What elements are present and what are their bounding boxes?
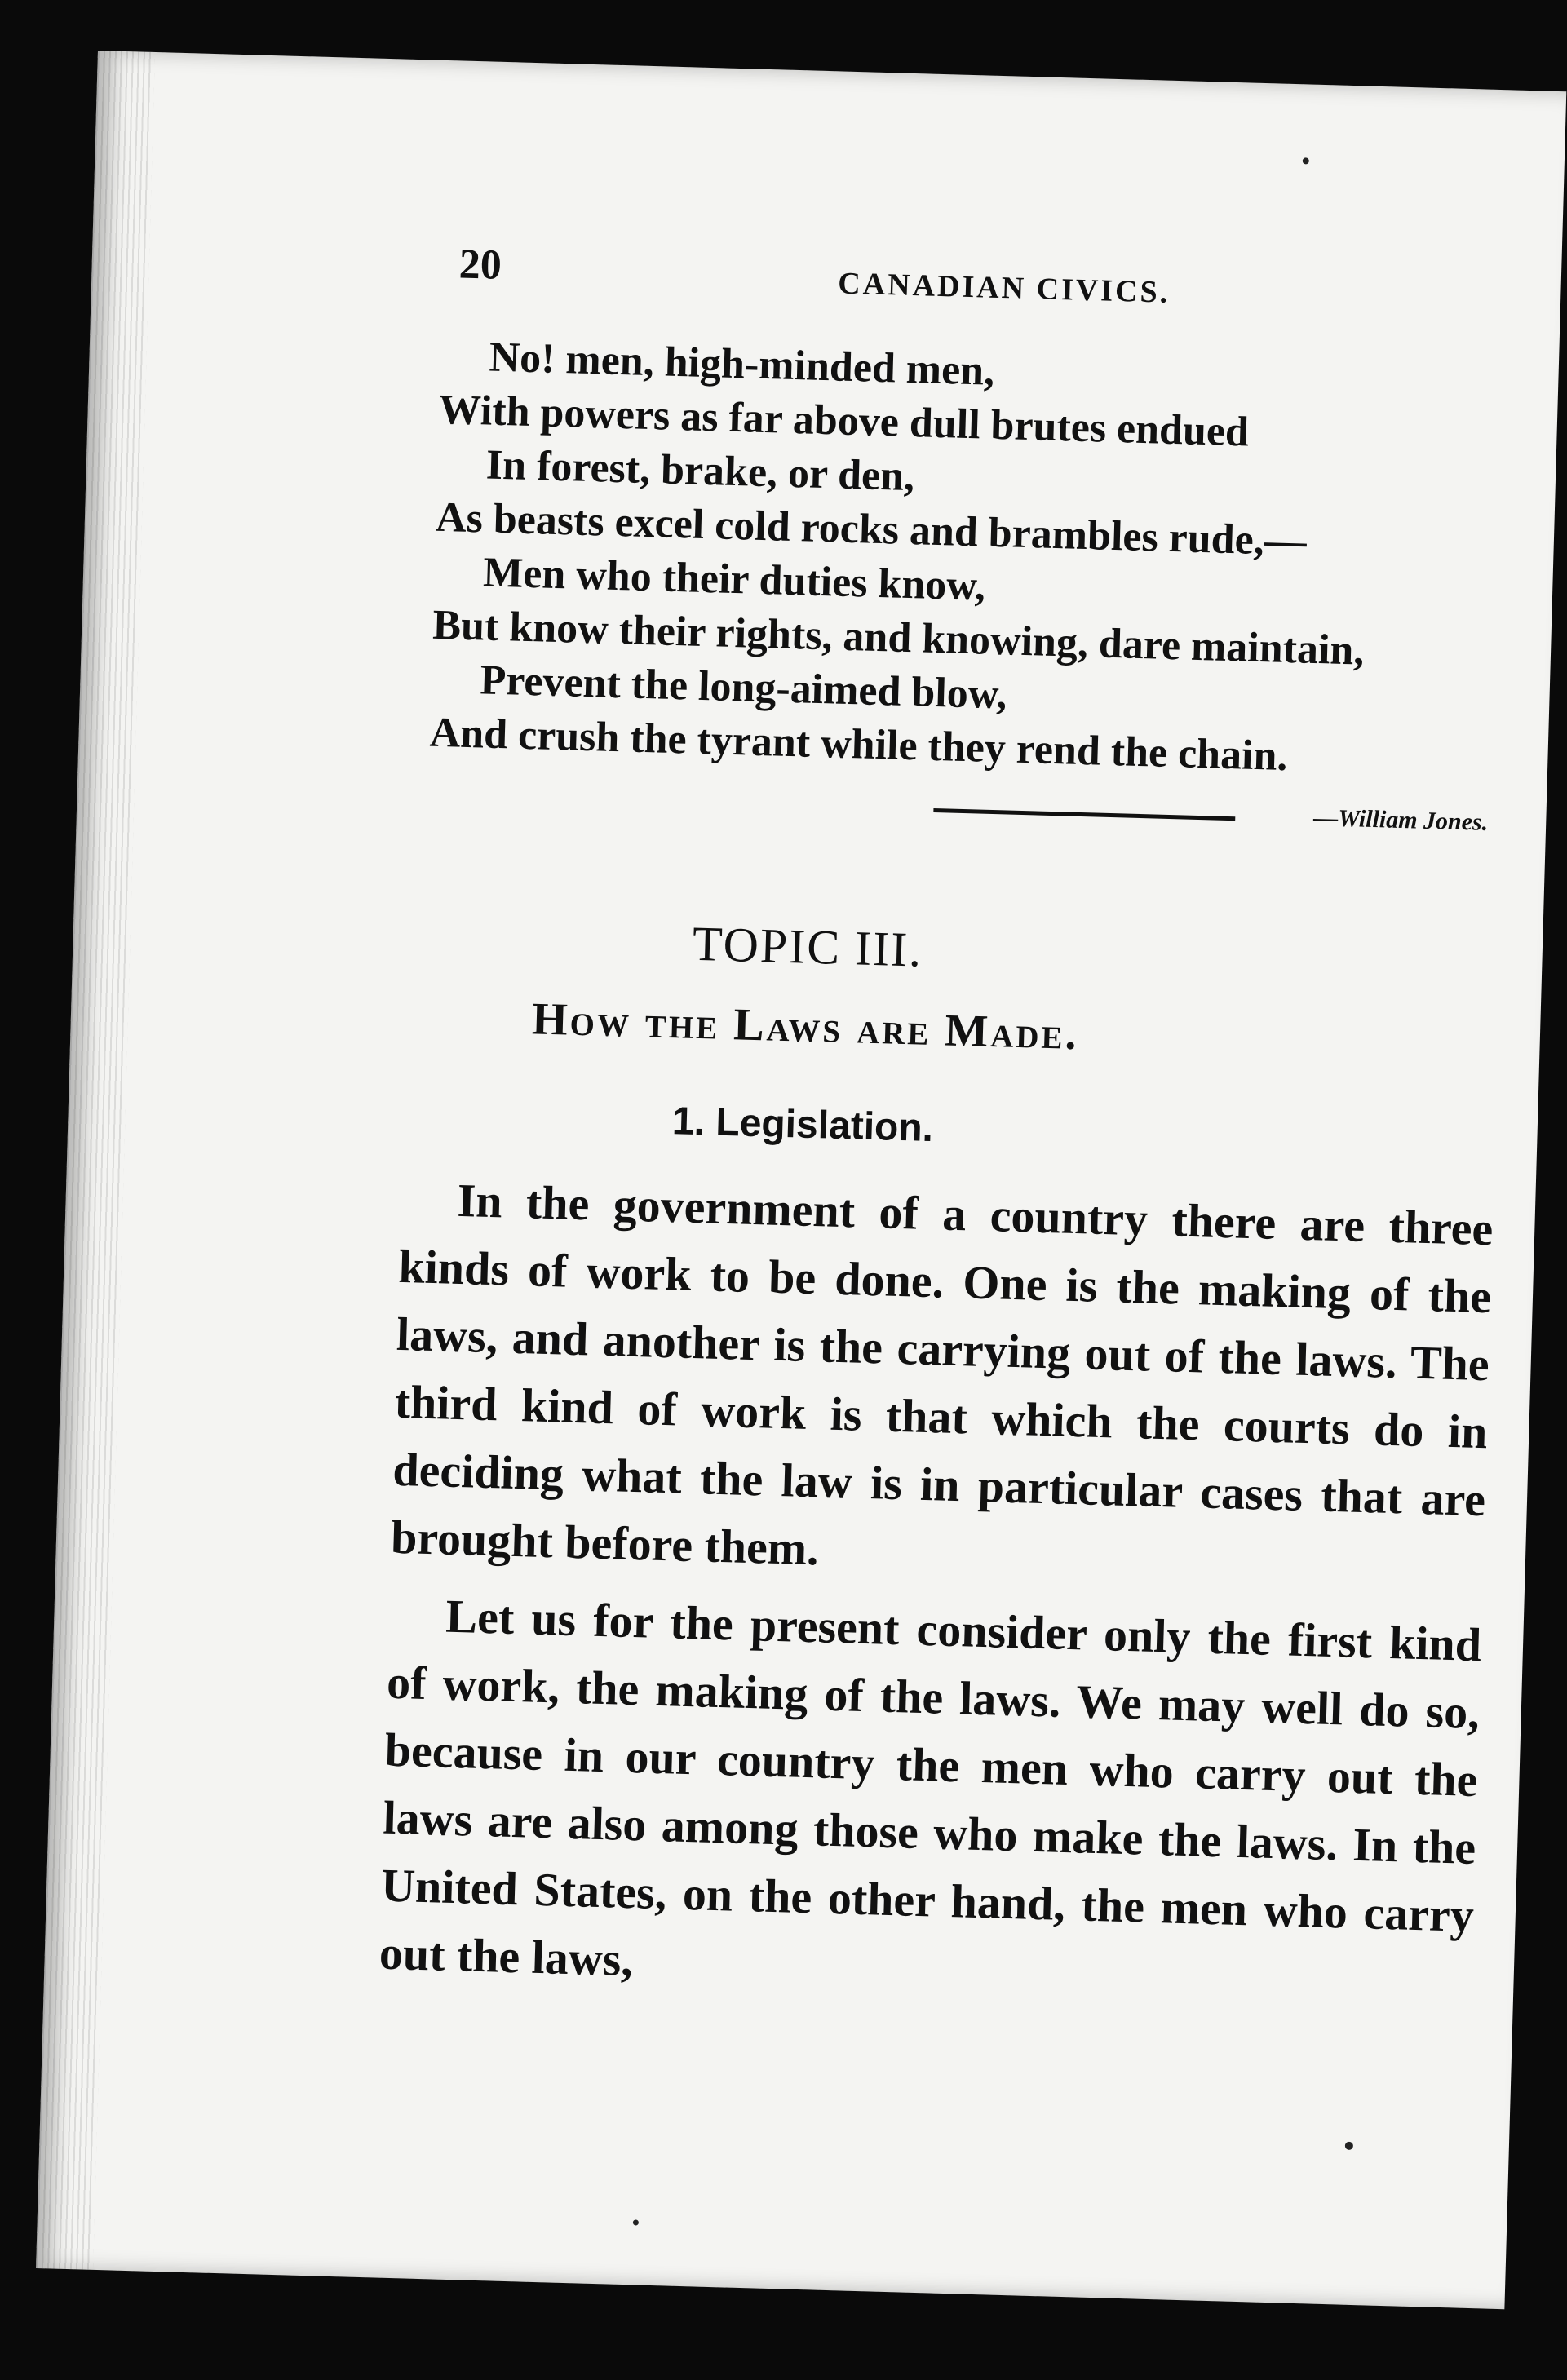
poem <box>427 330 1501 850</box>
section-heading: 1. Legislation. <box>671 1099 934 1151</box>
poem-line: In forest, brake, or den, <box>485 441 915 501</box>
poem-line: With powers as far above dull brutes endued <box>438 386 1250 456</box>
scan-speck <box>633 2219 639 2225</box>
body-text <box>378 1165 1494 2027</box>
paragraph: Let us for the present consider only the first kind of work, the making of the laws. We may well do so, because in our country the men who carry out the laws are also among those who make the laws. In the United States, on the other hand, the men who carry out the laws, <box>378 1589 1482 1987</box>
poem-line: And crush the tyrant while they rend the chain. <box>429 709 1289 781</box>
page-header <box>458 240 1520 310</box>
poem-line: But know their rights, and knowing, dare maintain, <box>432 601 1366 675</box>
paragraph: In the government of a country there are three kinds of work to be done. One is the making of the laws, and another is the carrying out of the laws. The third kind of work is that which the courts do in deciding what the law is in particular cases that are brought before them. <box>390 1173 1494 1576</box>
poem-line: No! men, high-minded men, <box>488 334 995 395</box>
page-number: 20 <box>458 241 502 289</box>
poem-line: Men who their duties know, <box>482 549 986 610</box>
running-title: CANADIAN CIVICS. <box>837 266 1171 310</box>
book-page <box>36 51 1566 2309</box>
poem-line: Prevent the long-aimed blow, <box>479 657 1008 719</box>
scan-speck <box>1303 157 1309 164</box>
poem-attribution: —William Jones. <box>1312 803 1489 836</box>
topic-subtitle: How the Laws are Made. <box>531 993 1080 1060</box>
poem-line: As beasts excel cold rocks and brambles rude,— <box>435 493 1308 565</box>
scan-speck <box>1345 2142 1353 2150</box>
topic-heading: TOPIC III. <box>692 916 924 977</box>
